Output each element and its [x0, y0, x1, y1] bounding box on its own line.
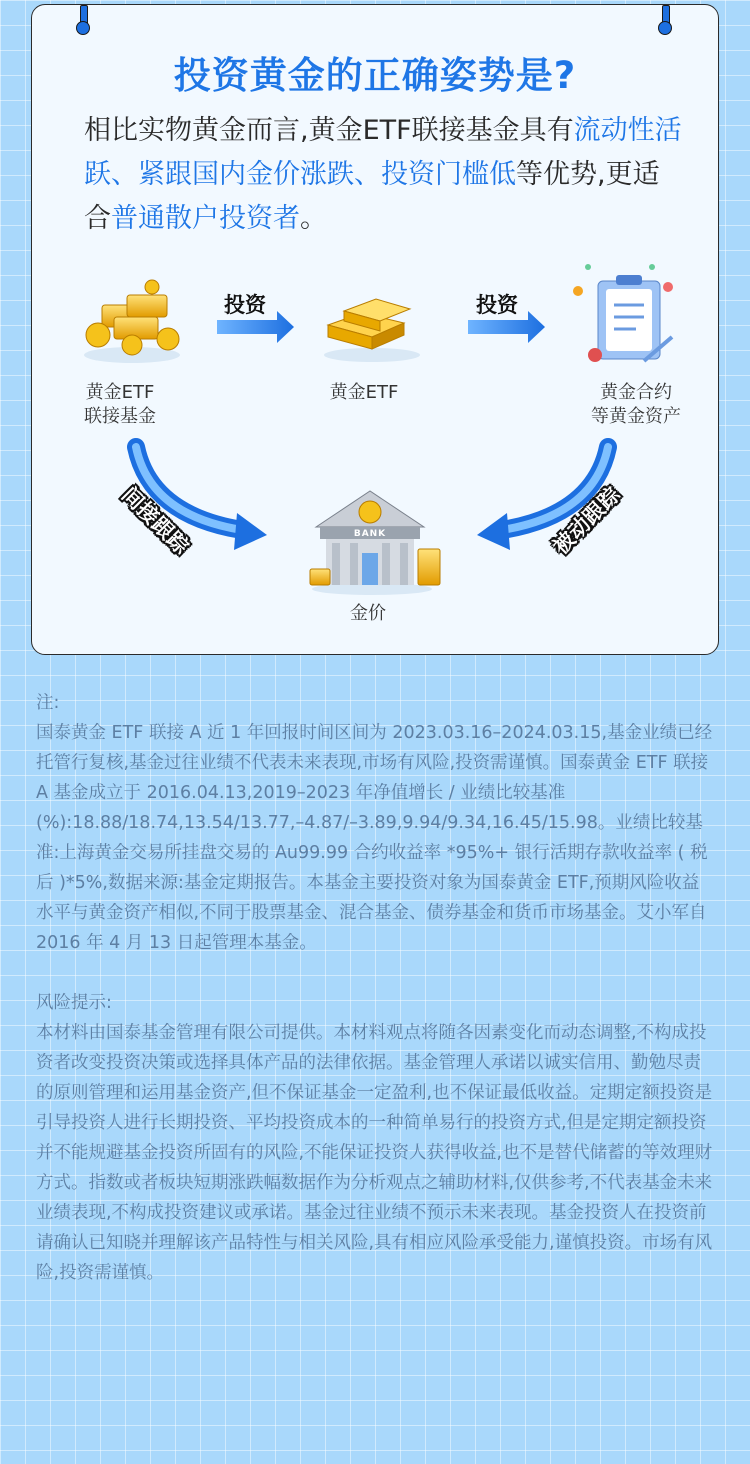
risk-body: 本材料由国泰基金管理有限公司提供。本材料观点将随各因素变化而动态调整,不构成投资者改变投资决策或选择具体产品的法律依据。基金管理人承诺以诚实信用、勤勉尽责的原则管理和运用基金资产,但不保证基金一定盈利,也不保证最低收益。定期定额投资是引导投资人进行长期投资、平均投资成本的一种简单易行的投资方式,但是定期定额投资并不能规避基金投资所固有的风险,不能保证投资人获得收益,也不是替代储蓄的等效理财方式。指数或者板块短期涨跌幅数据作为分析观点之辅助材料,仅供参考,不代表基金未来业绩表现,不构成投资建议或承诺。基金过往业绩不预示未来表现。基金投资人在投资前请确认已知晓并理解该产品特性与相关风险,具有相应风险承受能力,谨慎投资。市场有风险,投资需谨慎。	[36, 1023, 713, 1283]
passive-track-label: 被动跟踪	[548, 482, 625, 559]
gold-bars-icon	[324, 299, 420, 362]
notes-body: 国泰黄金 ETF 联接 A 近 1 年回报时间区间为 2023.03.16–2024.03.15,基金业绩已经托管行复核,基金过往业绩不代表未来表现,市场有风险,投资需谨慎。国泰黄金 ETF 联接 A 基金成立于 2016.04.13,2019–2023 年净值增长 / 业绩比较基准(%):18.88/18.74,13.54/13.77,–4.87/–3.89,9.94/9.34,16.45/15.98。业绩比较基准:上海黄金交易所挂盘交易的 Au99.99 合约收益率 *95%+ 银行活期存款收益率 ( 税后 )*5%,数据来源:基金定期报告。本基金主要投资对象为国泰黄金 ETF,预期风险收益水平与黄金资产相似,不同于股票基金、混合基金、债券基金和货币市场基金。艾小军自 2016 年 4 月 13 日起管理本基金。	[36, 723, 713, 953]
invest-label-2: 投资	[476, 293, 518, 317]
intro-part-3: 。	[300, 203, 327, 234]
intro-part-2: 等优势,更适合	[84, 159, 660, 234]
node-etf-feeder-label	[70, 381, 170, 429]
invest-label-1: 投资	[224, 293, 266, 317]
node-gold-assets-line1: 黄金合约	[600, 382, 672, 403]
node-etf-feeder-line1: 黄金ETF	[85, 382, 155, 403]
node-gold-price-label: 金价	[350, 603, 386, 624]
risk-heading: 风险提示:	[36, 993, 112, 1013]
flow-diagram	[32, 5, 720, 656]
intro-highlight-1: 流动性活跃、紧跟国内金价涨跌、投资门槛低	[84, 115, 682, 190]
card-title: 投资黄金的正确姿势是?	[173, 54, 577, 97]
disclaimer-notes	[36, 688, 716, 1288]
bank-sign: BANK	[353, 529, 387, 539]
gold-pile-icon	[84, 280, 180, 363]
contract-document-icon	[573, 264, 673, 362]
notes-heading: 注:	[36, 693, 60, 713]
bank-icon	[310, 491, 440, 595]
node-etf-feeder-line2: 联接基金	[84, 406, 156, 427]
info-card	[31, 4, 719, 655]
node-etf-label: 黄金ETF	[329, 382, 399, 403]
node-gold-assets-line2: 等黄金资产	[591, 406, 681, 427]
intro-highlight-2: 普通散户投资者	[111, 203, 300, 234]
intro-part-1: 相比实物黄金而言,黄金ETF联接基金具有	[84, 115, 574, 146]
indirect-track-label: 间接跟踪	[117, 482, 194, 559]
node-gold-assets-label	[576, 381, 696, 429]
